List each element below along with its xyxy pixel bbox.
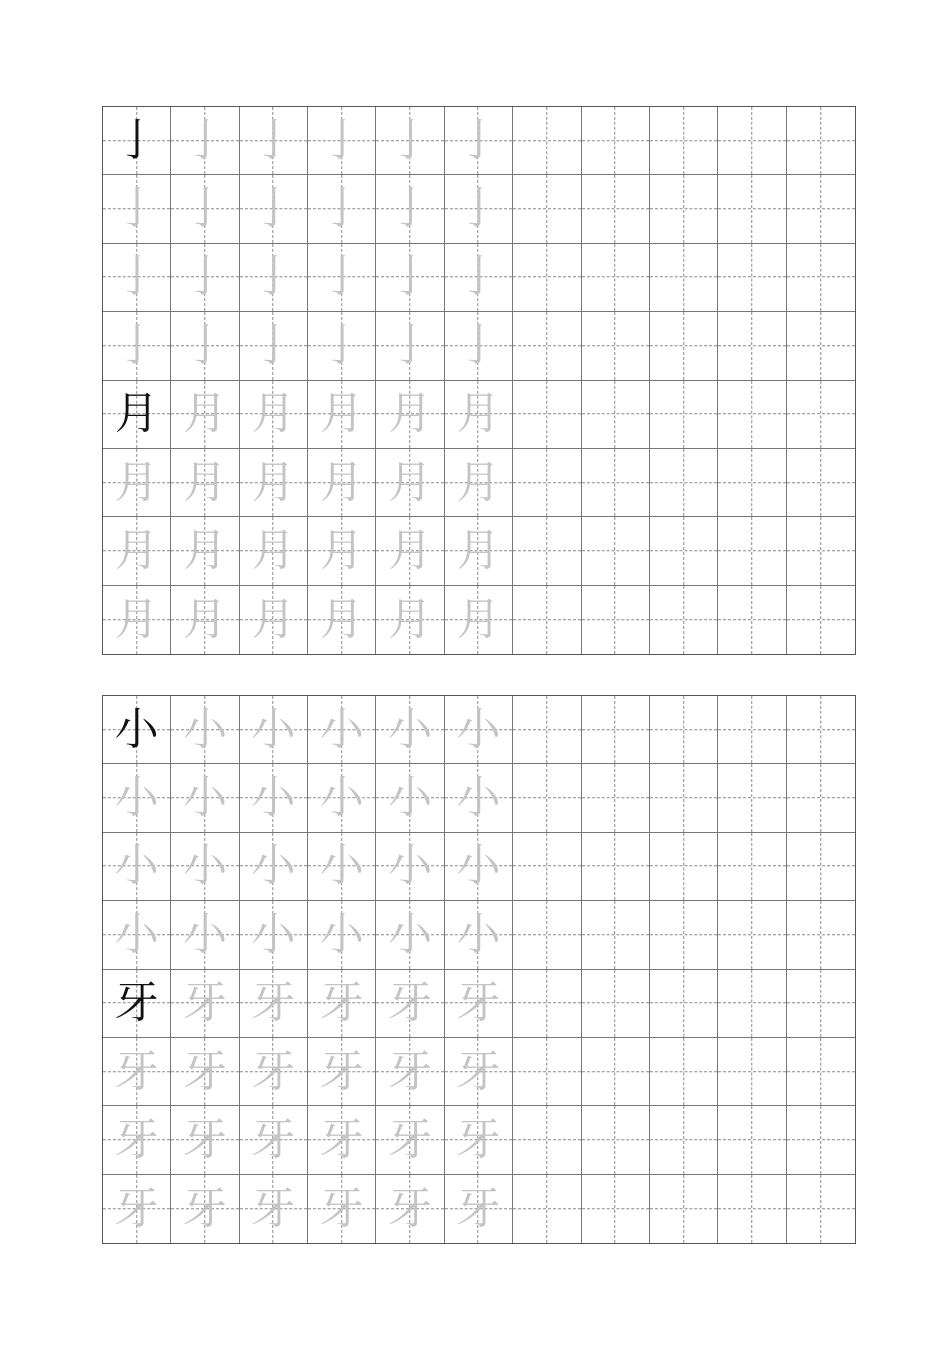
grid-cell xyxy=(650,1175,718,1243)
grid-cell xyxy=(376,901,444,969)
trace-character: 亅 xyxy=(114,183,159,235)
grid-cell xyxy=(240,586,308,654)
trace-character: 牙 xyxy=(456,1045,501,1097)
grid-cell xyxy=(308,244,376,312)
grid-cell xyxy=(103,833,171,901)
model-character: 亅 xyxy=(114,114,159,166)
grid-cell xyxy=(171,970,239,1038)
grid-cell xyxy=(240,517,308,585)
trace-character: 月 xyxy=(319,456,364,508)
grid-cell xyxy=(103,107,171,175)
trace-character: 小 xyxy=(183,703,228,755)
grid-cell xyxy=(103,1175,171,1243)
trace-character: 牙 xyxy=(251,1182,296,1234)
trace-character: 牙 xyxy=(251,1045,296,1097)
trace-character: 小 xyxy=(388,840,433,892)
grid-cell xyxy=(650,175,718,243)
grid-cell xyxy=(376,1106,444,1174)
grid-cell xyxy=(582,312,650,380)
grid-cell xyxy=(240,1175,308,1243)
grid-cell xyxy=(376,764,444,832)
grid-cell xyxy=(103,244,171,312)
grid-cell xyxy=(650,901,718,969)
grid-cell xyxy=(376,175,444,243)
grid-cell xyxy=(582,970,650,1038)
grid-cell xyxy=(171,381,239,449)
grid-cell xyxy=(718,586,786,654)
trace-character: 牙 xyxy=(114,1182,159,1234)
trace-character: 月 xyxy=(456,593,501,645)
grid-cell xyxy=(376,244,444,312)
trace-character: 牙 xyxy=(183,1182,228,1234)
trace-character: 月 xyxy=(251,593,296,645)
grid-cell xyxy=(787,696,855,764)
grid-cell xyxy=(445,833,513,901)
grid-cell xyxy=(718,1175,786,1243)
grid-cell xyxy=(445,312,513,380)
trace-character: 亅 xyxy=(183,114,228,166)
trace-character: 亅 xyxy=(251,183,296,235)
trace-character: 牙 xyxy=(319,1045,364,1097)
trace-character: 亅 xyxy=(456,114,501,166)
grid-cell xyxy=(513,1175,581,1243)
grid-cell xyxy=(582,696,650,764)
grid-cell xyxy=(582,381,650,449)
grid-cell xyxy=(718,1038,786,1106)
grid-cell xyxy=(787,970,855,1038)
grid-cell xyxy=(445,244,513,312)
trace-character: 月 xyxy=(183,388,228,440)
trace-character: 小 xyxy=(319,772,364,824)
grid-cell xyxy=(718,449,786,517)
grid-cell xyxy=(308,901,376,969)
grid-cell xyxy=(308,1175,376,1243)
grid-cell xyxy=(650,833,718,901)
grid-cell xyxy=(513,696,581,764)
grid-cell xyxy=(376,107,444,175)
model-character: 小 xyxy=(114,703,159,755)
grid-cell xyxy=(240,1106,308,1174)
trace-character: 小 xyxy=(183,908,228,960)
grid-cell xyxy=(513,1106,581,1174)
trace-character: 牙 xyxy=(388,1113,433,1165)
grid-cell xyxy=(787,381,855,449)
trace-character: 小 xyxy=(388,772,433,824)
trace-character: 小 xyxy=(183,772,228,824)
trace-character: 月 xyxy=(456,524,501,576)
grid-cell xyxy=(718,764,786,832)
practice-sheet-1 xyxy=(102,106,856,655)
grid-cell xyxy=(787,833,855,901)
grid-cell xyxy=(718,244,786,312)
trace-character: 小 xyxy=(319,703,364,755)
grid-cell xyxy=(445,970,513,1038)
grid-cell xyxy=(650,381,718,449)
grid-cell xyxy=(650,1106,718,1174)
grid-cell xyxy=(513,175,581,243)
grid-cell xyxy=(582,517,650,585)
grid-cell xyxy=(240,449,308,517)
grid-cell xyxy=(582,449,650,517)
trace-character: 亅 xyxy=(388,183,433,235)
grid-cell xyxy=(718,1106,786,1174)
trace-character: 小 xyxy=(114,908,159,960)
grid-cell xyxy=(240,696,308,764)
trace-character: 亅 xyxy=(388,251,433,303)
trace-character: 牙 xyxy=(183,1113,228,1165)
trace-character: 月 xyxy=(183,593,228,645)
trace-character: 小 xyxy=(388,703,433,755)
grid-cell xyxy=(513,901,581,969)
grid-cell xyxy=(171,175,239,243)
trace-character: 月 xyxy=(319,524,364,576)
grid-cell xyxy=(718,970,786,1038)
grid-cell xyxy=(171,696,239,764)
grid-cell xyxy=(445,1038,513,1106)
grid-cell xyxy=(376,517,444,585)
grid-cell xyxy=(718,107,786,175)
grid-cell xyxy=(445,901,513,969)
practice-sheet-2 xyxy=(102,695,856,1244)
grid-cell xyxy=(376,833,444,901)
tianzige-grid-1 xyxy=(103,107,855,654)
trace-character: 亅 xyxy=(114,251,159,303)
grid-cell xyxy=(308,1106,376,1174)
grid-cell xyxy=(787,1106,855,1174)
grid-cell xyxy=(308,833,376,901)
trace-character: 牙 xyxy=(114,1045,159,1097)
trace-character: 月 xyxy=(388,456,433,508)
grid-cell xyxy=(240,244,308,312)
trace-character: 小 xyxy=(251,840,296,892)
grid-cell xyxy=(445,381,513,449)
grid-cell xyxy=(787,449,855,517)
trace-character: 小 xyxy=(114,772,159,824)
trace-character: 牙 xyxy=(251,977,296,1029)
grid-cell xyxy=(718,175,786,243)
trace-character: 小 xyxy=(183,840,228,892)
grid-cell xyxy=(513,244,581,312)
trace-character: 牙 xyxy=(183,977,228,1029)
grid-cell xyxy=(787,175,855,243)
grid-cell xyxy=(103,175,171,243)
trace-character: 牙 xyxy=(319,1113,364,1165)
trace-character: 牙 xyxy=(456,1113,501,1165)
grid-cell xyxy=(171,1038,239,1106)
trace-character: 小 xyxy=(456,772,501,824)
grid-cell xyxy=(445,1175,513,1243)
grid-cell xyxy=(240,764,308,832)
grid-cell xyxy=(308,381,376,449)
trace-character: 小 xyxy=(319,908,364,960)
model-character: 牙 xyxy=(114,977,159,1029)
trace-character: 亅 xyxy=(251,251,296,303)
tianzige-grid-2 xyxy=(103,696,855,1243)
grid-cell xyxy=(787,901,855,969)
grid-cell xyxy=(582,901,650,969)
grid-cell xyxy=(787,1175,855,1243)
grid-cell xyxy=(650,449,718,517)
grid-cell xyxy=(718,833,786,901)
trace-character: 牙 xyxy=(319,1182,364,1234)
grid-cell xyxy=(787,764,855,832)
grid-cell xyxy=(376,312,444,380)
grid-cell xyxy=(103,381,171,449)
grid-cell xyxy=(718,312,786,380)
trace-character: 月 xyxy=(456,456,501,508)
grid-cell xyxy=(445,175,513,243)
trace-character: 小 xyxy=(456,840,501,892)
grid-cell xyxy=(650,1038,718,1106)
grid-cell xyxy=(787,1038,855,1106)
trace-character: 月 xyxy=(183,456,228,508)
grid-cell xyxy=(308,517,376,585)
trace-character: 牙 xyxy=(388,1045,433,1097)
grid-cell xyxy=(650,586,718,654)
trace-character: 月 xyxy=(183,524,228,576)
trace-character: 月 xyxy=(251,388,296,440)
grid-cell xyxy=(718,517,786,585)
trace-character: 牙 xyxy=(319,977,364,1029)
grid-cell xyxy=(103,696,171,764)
grid-cell xyxy=(513,970,581,1038)
trace-character: 小 xyxy=(114,840,159,892)
grid-cell xyxy=(240,833,308,901)
trace-character: 亅 xyxy=(251,114,296,166)
grid-cell xyxy=(650,764,718,832)
grid-cell xyxy=(171,244,239,312)
grid-cell xyxy=(513,381,581,449)
grid-cell xyxy=(582,244,650,312)
grid-cell xyxy=(376,1038,444,1106)
grid-cell xyxy=(103,1038,171,1106)
trace-character: 亅 xyxy=(456,251,501,303)
grid-cell xyxy=(787,107,855,175)
grid-cell xyxy=(787,312,855,380)
trace-character: 牙 xyxy=(388,977,433,1029)
grid-cell xyxy=(308,312,376,380)
grid-cell xyxy=(103,901,171,969)
grid-cell xyxy=(650,312,718,380)
grid-cell xyxy=(445,696,513,764)
grid-cell xyxy=(582,764,650,832)
grid-cell xyxy=(582,175,650,243)
grid-cell xyxy=(103,312,171,380)
grid-cell xyxy=(171,1106,239,1174)
trace-character: 月 xyxy=(251,524,296,576)
grid-cell xyxy=(308,1038,376,1106)
grid-cell xyxy=(445,1106,513,1174)
trace-character: 月 xyxy=(114,524,159,576)
trace-character: 亅 xyxy=(319,183,364,235)
grid-cell xyxy=(103,970,171,1038)
grid-cell xyxy=(582,1106,650,1174)
grid-cell xyxy=(513,312,581,380)
trace-character: 小 xyxy=(388,908,433,960)
grid-cell xyxy=(650,970,718,1038)
trace-character: 亅 xyxy=(456,183,501,235)
trace-character: 小 xyxy=(251,703,296,755)
grid-cell xyxy=(718,381,786,449)
grid-cell xyxy=(240,1038,308,1106)
grid-cell xyxy=(103,517,171,585)
grid-cell xyxy=(308,764,376,832)
grid-cell xyxy=(171,107,239,175)
grid-cell xyxy=(103,764,171,832)
trace-character: 牙 xyxy=(114,1113,159,1165)
grid-cell xyxy=(787,244,855,312)
grid-cell xyxy=(513,1038,581,1106)
grid-cell xyxy=(171,833,239,901)
trace-character: 亅 xyxy=(388,114,433,166)
trace-character: 牙 xyxy=(251,1113,296,1165)
grid-cell xyxy=(308,696,376,764)
trace-character: 小 xyxy=(251,772,296,824)
grid-cell xyxy=(513,764,581,832)
trace-character: 亅 xyxy=(114,319,159,371)
trace-character: 月 xyxy=(456,388,501,440)
grid-cell xyxy=(376,449,444,517)
grid-cell xyxy=(445,449,513,517)
grid-cell xyxy=(787,586,855,654)
grid-cell xyxy=(513,107,581,175)
grid-cell xyxy=(171,449,239,517)
grid-cell xyxy=(171,1175,239,1243)
trace-character: 亅 xyxy=(319,114,364,166)
grid-cell xyxy=(171,517,239,585)
grid-cell xyxy=(650,244,718,312)
trace-character: 亅 xyxy=(183,319,228,371)
grid-cell xyxy=(376,970,444,1038)
trace-character: 亅 xyxy=(319,319,364,371)
grid-cell xyxy=(650,107,718,175)
trace-character: 亅 xyxy=(183,183,228,235)
grid-cell xyxy=(513,586,581,654)
grid-cell xyxy=(308,175,376,243)
grid-cell xyxy=(445,517,513,585)
grid-cell xyxy=(582,586,650,654)
grid-cell xyxy=(240,381,308,449)
trace-character: 牙 xyxy=(183,1045,228,1097)
trace-character: 月 xyxy=(114,593,159,645)
grid-cell xyxy=(308,107,376,175)
grid-cell xyxy=(582,1175,650,1243)
trace-character: 亅 xyxy=(251,319,296,371)
grid-cell xyxy=(171,764,239,832)
grid-cell xyxy=(308,970,376,1038)
grid-cell xyxy=(376,696,444,764)
grid-cell xyxy=(513,449,581,517)
grid-cell xyxy=(308,449,376,517)
trace-character: 牙 xyxy=(388,1182,433,1234)
trace-character: 亅 xyxy=(388,319,433,371)
trace-character: 月 xyxy=(319,388,364,440)
grid-cell xyxy=(582,107,650,175)
grid-cell xyxy=(445,586,513,654)
trace-character: 亅 xyxy=(456,319,501,371)
grid-cell xyxy=(445,107,513,175)
grid-cell xyxy=(376,586,444,654)
grid-cell xyxy=(513,517,581,585)
trace-character: 小 xyxy=(456,703,501,755)
grid-cell xyxy=(171,901,239,969)
grid-cell xyxy=(240,107,308,175)
grid-cell xyxy=(718,901,786,969)
trace-character: 月 xyxy=(388,388,433,440)
grid-cell xyxy=(308,586,376,654)
grid-cell xyxy=(103,449,171,517)
grid-cell xyxy=(582,833,650,901)
grid-cell xyxy=(103,586,171,654)
grid-cell xyxy=(513,833,581,901)
grid-cell xyxy=(787,517,855,585)
trace-character: 小 xyxy=(319,840,364,892)
grid-cell xyxy=(240,970,308,1038)
grid-cell xyxy=(650,696,718,764)
trace-character: 月 xyxy=(114,456,159,508)
trace-character: 小 xyxy=(456,908,501,960)
trace-character: 亅 xyxy=(319,251,364,303)
trace-character: 亅 xyxy=(183,251,228,303)
trace-character: 月 xyxy=(251,456,296,508)
grid-cell xyxy=(103,1106,171,1174)
grid-cell xyxy=(650,517,718,585)
grid-cell xyxy=(240,901,308,969)
grid-cell xyxy=(376,1175,444,1243)
trace-character: 月 xyxy=(388,593,433,645)
trace-character: 月 xyxy=(319,593,364,645)
grid-cell xyxy=(718,696,786,764)
trace-character: 小 xyxy=(251,908,296,960)
grid-cell xyxy=(445,764,513,832)
grid-cell xyxy=(171,312,239,380)
grid-cell xyxy=(240,312,308,380)
grid-cell xyxy=(171,586,239,654)
grid-cell xyxy=(240,175,308,243)
grid-cell xyxy=(376,381,444,449)
grid-cell xyxy=(582,1038,650,1106)
trace-character: 牙 xyxy=(456,1182,501,1234)
model-character: 月 xyxy=(114,388,159,440)
trace-character: 牙 xyxy=(456,977,501,1029)
trace-character: 月 xyxy=(388,524,433,576)
